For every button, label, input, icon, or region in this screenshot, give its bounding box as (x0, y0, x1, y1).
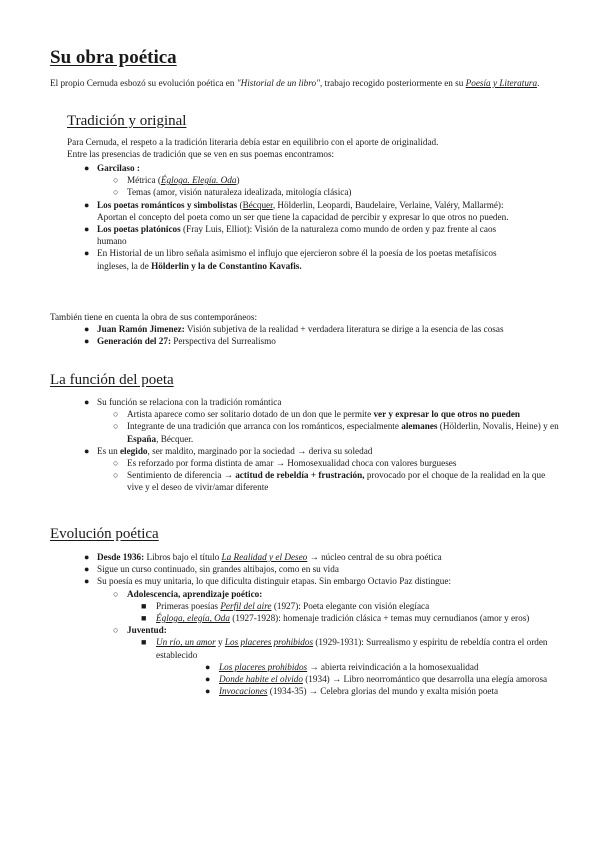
intro-work-title: "Historial de un libro" (236, 78, 320, 88)
artista-bold: ver y expresar lo que otros no pueden (373, 409, 521, 420)
temas-text: Temas (amor, visión naturaleza idealizada, mitología clásica) (127, 187, 352, 198)
rio-text: (1929-1931): Surrealismo y espíritu de rebeldía contra el orden establecido (156, 637, 548, 660)
list-item (67, 588, 559, 600)
list-item (67, 420, 559, 444)
bullet-icon: ● (84, 199, 90, 210)
bullet-icon: ○ (113, 625, 119, 636)
tradicion-para-2: Entre las presencias de tradición que se ven en sus poemas encontramos: (67, 149, 335, 160)
bullet-icon: ● (84, 445, 90, 456)
garcilaso-label: Garcilaso : (97, 163, 140, 173)
funcion-list (37, 396, 559, 494)
integrante-text-2: (Hölderlin, Novalis, Heine) y en (437, 421, 559, 432)
bullet-icon: ● (205, 674, 211, 685)
list-item (67, 624, 559, 636)
elegido-bold: elegido (119, 445, 148, 456)
perfil-title: Perfil del aire (220, 600, 272, 611)
desde-1936-text-2: → núcleo central de su obra poética (307, 552, 442, 562)
list-item (67, 223, 527, 247)
list-item (67, 186, 527, 198)
list-item (67, 162, 527, 174)
alemanes-bold: alemanes (401, 421, 438, 432)
list-item (67, 551, 559, 563)
bullet-icon: ● (205, 686, 211, 697)
desde-1936-bold: Desde 1936: (97, 552, 145, 562)
historial-text: En Historial de un libro señala asimismo el influjo que ejercieron sobre él la poesía de los poetas metafísicos ingleses, la de (97, 248, 497, 271)
juventud-label: Juventud: (127, 625, 167, 636)
square-bullet-icon: ■ (141, 600, 147, 611)
list-item (67, 247, 527, 271)
tradicion-para-1: Para Cernuda, el respeto a la tradición literaria debía estar en equilibrio con el aporte de originalidad. (67, 137, 439, 147)
bullet-icon: ● (84, 564, 90, 575)
becquer-name: Bécquer (242, 199, 273, 210)
bullet-icon: ● (84, 163, 90, 173)
unitaria-text: Su poesía es muy unitaria, lo que dificulta distinguir etapas. Sin embargo Octavio Paz distingue: (97, 576, 451, 587)
section-heading-evolucion: Evolución poética (50, 526, 159, 542)
intro-paragraph (50, 77, 555, 89)
integrante-text: Integrante de una tradición que arranca con los románticos, especialmente (127, 421, 402, 432)
bullet-icon: ○ (113, 409, 119, 420)
evolucion-list (37, 551, 559, 697)
historial-bold: Hölderlin y la de Constantino Kavafis. (151, 260, 302, 271)
list-item (67, 563, 559, 575)
list-item (67, 575, 559, 587)
donde-habite-title: Donde habite el olvido (219, 674, 303, 685)
list-item (67, 685, 559, 697)
g27-text: Perspectiva del Surrealismo (171, 336, 276, 347)
list-item (67, 457, 559, 469)
section-heading-tradicion: Tradición y original (67, 113, 187, 129)
metrica-text: Métrica ( (127, 175, 161, 186)
elegido-prefix: Es un (97, 445, 120, 456)
perfil-text-2: (1927): Poeta elegante con visión elegíaca (271, 600, 430, 611)
list-item (67, 600, 559, 612)
donde-habite-text: (1934) → Libro neorromántico que desarrolla una elegía amorosa (302, 674, 548, 685)
placeres-title: Los placeres prohibidos (224, 637, 314, 648)
bullet-icon: ○ (113, 470, 119, 481)
romanticos-text: , Hölderlin, Leopardi, Baudelaire, Verlaine, Valéry, Mallarmé): Aportan el concepto del poeta como un ser que tiene la capacidad de percibir y expresar lo que otros no pueden. (97, 199, 509, 222)
bullet-icon: ○ (113, 175, 119, 186)
bullet-icon: ● (84, 576, 90, 587)
bullet-icon: ● (84, 336, 90, 347)
intro-text-2: , trabajo recogido posteriormente en su (319, 78, 466, 88)
g27-label: Generación del 27: (97, 336, 171, 347)
invocaciones-text: (1934-35) → Celebra glorias del mundo y exalta misión poeta (267, 686, 499, 697)
square-bullet-icon: ■ (141, 637, 147, 648)
section-tradicion-paragraphs (67, 136, 557, 160)
list-item (67, 636, 559, 660)
metrica-title: Égloga. Elegía. Oda (160, 175, 237, 186)
romanticos-open: ( (237, 199, 243, 210)
bullet-icon: ● (84, 397, 90, 407)
metrica-close: ) (236, 175, 240, 186)
egloga-text: (1927-1928): homenaje tradición clásica + temas muy cernudianos (amor y eros) (230, 613, 530, 624)
invocaciones-title: Invocaciones (219, 686, 268, 697)
egloga-title: Égloga, elegía, Oda (156, 613, 230, 624)
list-item (67, 396, 559, 408)
romanticos-label: Los poetas románticos y simbolistas (97, 199, 238, 210)
intro-text: El propio Cernuda esbozó su evolución poética en (50, 78, 237, 88)
realidad-deseo-title: La Realidad y el Deseo (221, 552, 308, 562)
list-item (67, 469, 559, 493)
bullet-icon: ● (84, 224, 90, 235)
tradicion-list (37, 162, 527, 272)
bullet-icon: ● (84, 552, 90, 562)
list-item (67, 612, 559, 624)
square-bullet-icon: ■ (141, 613, 147, 624)
bullet-icon: ● (84, 248, 90, 259)
bullet-icon: ○ (113, 458, 119, 469)
integrante-text-3: , Bécquer. (156, 433, 194, 444)
list-item (67, 335, 557, 347)
diferencia-text-2: provocado por el choque de la realidad en la que vive y el deseo de vivir/amar diferente (127, 470, 546, 493)
diferencia-text: Sentimiento de diferencia → (127, 470, 236, 481)
section-heading-funcion: La función del poeta (50, 372, 174, 388)
bullet-icon: ○ (113, 421, 119, 432)
jrj-label: Juan Ramón Jimenez: (97, 324, 185, 334)
lp-title: Los placeres prohibidos (219, 661, 308, 672)
contemporaneos-intro: También tiene en cuenta la obra de sus contemporáneos: (50, 312, 258, 322)
list-item (67, 445, 559, 457)
artista-text: Artista aparece como ser solitario dotado de un don que le permite (127, 409, 374, 420)
funcion-item-1: Su función se relaciona con la tradición romántica (97, 397, 282, 407)
platonicos-text: (Fray Luis, Elliot): Visión de la naturaleza como mundo de orden y paz frente al caos humano (97, 224, 497, 247)
list-item (67, 661, 559, 673)
elegido-text: , ser maldito, marginado por la sociedad → deriva su soledad (147, 445, 373, 456)
jrj-text: Visión subjetiva de la realidad + verdadera literatura se dirige a la esencia de las cosas (184, 324, 504, 334)
platonicos-label: Los poetas platónicos (97, 224, 181, 235)
list-item (67, 323, 557, 335)
reforzado-text: Es reforzado por forma distinta de amar → Homosexualidad choca con valores burgueses (127, 458, 457, 469)
bullet-icon: ○ (113, 187, 119, 198)
list-item (67, 199, 527, 223)
rebeldia-bold: actitud de rebeldía + frustración, (235, 470, 365, 481)
lp-text: → abierta reivindicación a la homosexualidad (307, 661, 479, 672)
adolescencia-label: Adolescencia, aprendizaje poético: (127, 588, 263, 599)
list-item (67, 408, 559, 420)
page-title: Su obra poética (50, 47, 177, 68)
curso-text: Sigue un curso continuado, sin grandes altibajos, como en su vida (97, 564, 339, 575)
intro-text-3: . (537, 78, 540, 88)
list-item (67, 174, 527, 186)
bullet-icon: ○ (113, 588, 119, 599)
rio-and: y (215, 637, 225, 648)
rio-amor-title: Un río, un amor (156, 637, 216, 648)
intro-book-title: Poesía y Literatura (465, 78, 538, 88)
bullet-icon: ● (84, 324, 90, 334)
espana-bold: España (127, 433, 157, 444)
desde-1936-text: Libros bajo el título (144, 552, 222, 562)
list-item (67, 673, 559, 685)
bullet-icon: ● (205, 661, 211, 672)
contemporaneos-list (37, 323, 557, 347)
perfil-text: Primeras poesías (156, 600, 221, 611)
